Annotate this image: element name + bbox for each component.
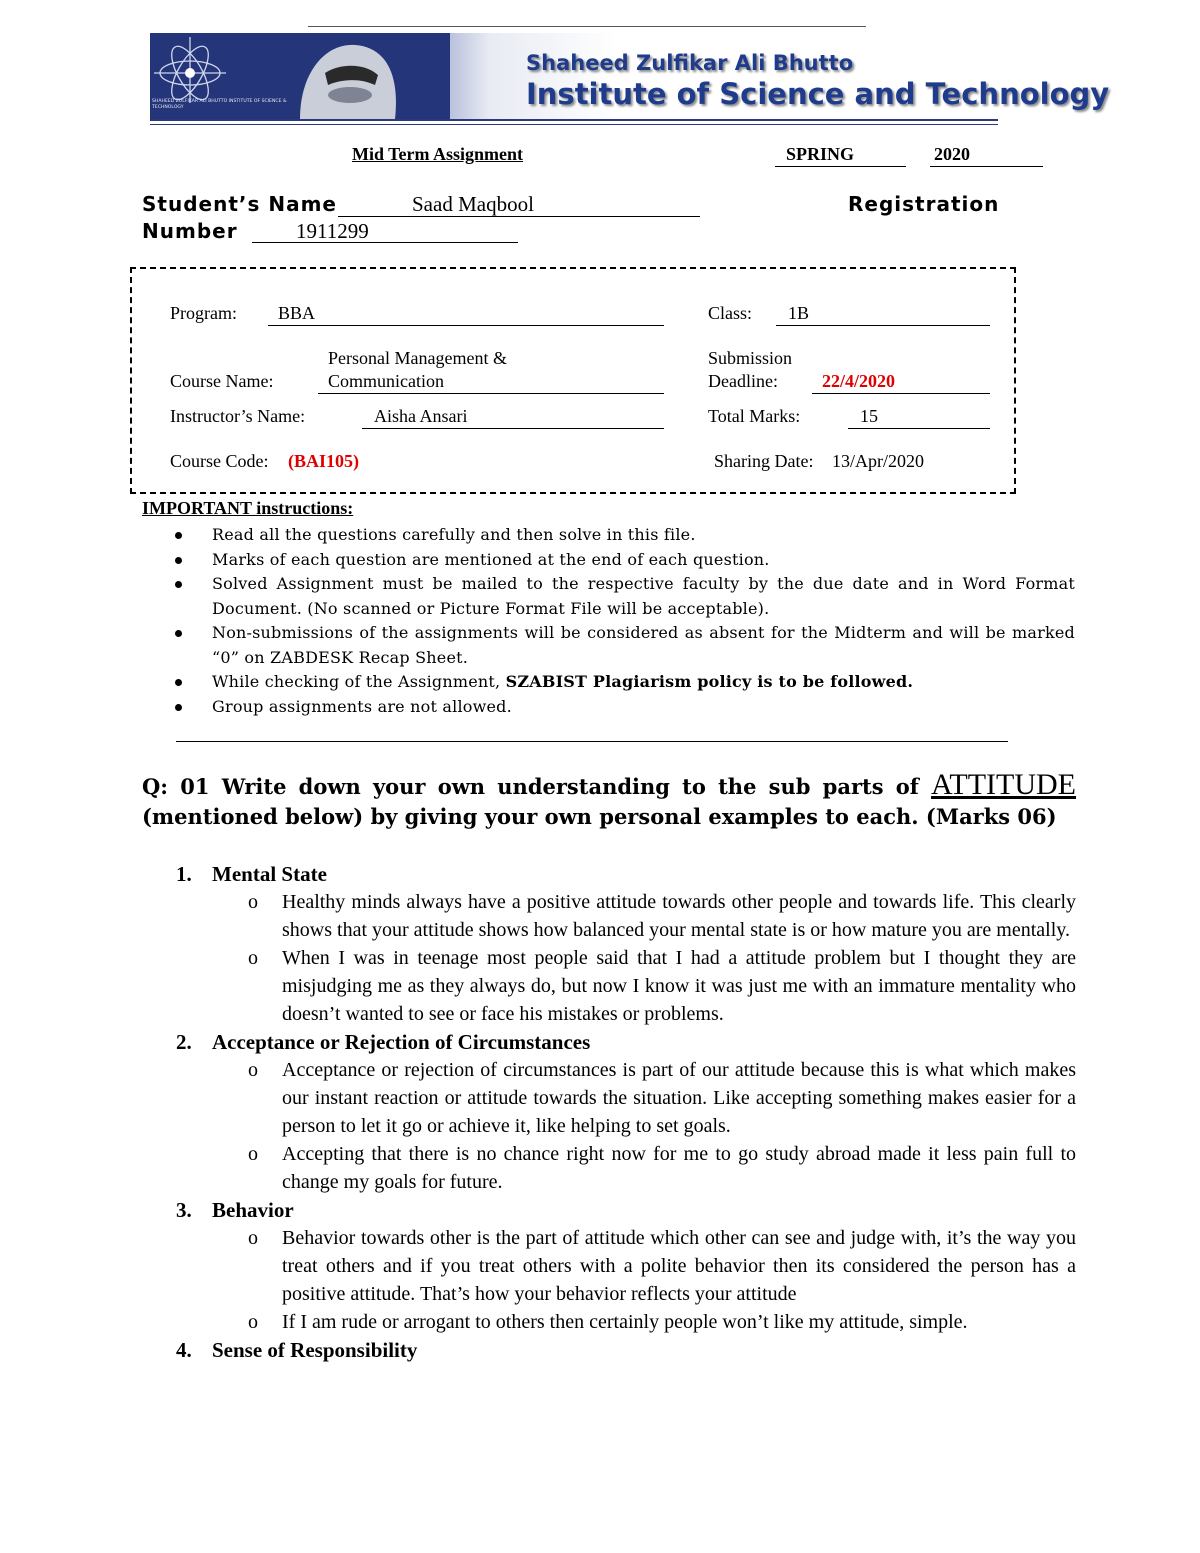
- instructions-end-rule: [176, 741, 1008, 742]
- course-name-line1[interactable]: Personal Management &: [328, 348, 507, 368]
- circle-bullet-icon: o: [248, 1227, 258, 1249]
- semester-underline: [775, 166, 906, 167]
- institute-banner: [150, 33, 1110, 121]
- section-number: 4.: [176, 1338, 192, 1362]
- section-heading: [176, 1028, 1076, 1056]
- header-bottom-rule: [150, 124, 998, 125]
- sharing-date-label: Sharing Date:: [714, 451, 814, 471]
- registration-number-field[interactable]: 1911299: [296, 219, 369, 243]
- assignment-title: Mid Term Assignment: [352, 144, 524, 164]
- course-code-label: Course Code:: [170, 451, 269, 471]
- answer-point: [248, 888, 1076, 944]
- class-label: Class:: [708, 303, 753, 323]
- class-field[interactable]: 1B: [788, 303, 810, 323]
- year-underline: [930, 166, 1043, 167]
- course-name-line2[interactable]: Communication: [328, 371, 444, 391]
- circle-bullet-icon: o: [248, 1059, 258, 1081]
- instructions-heading: IMPORTANT instructions:: [142, 498, 354, 518]
- instruction-item: Group assignments are not allowed.: [170, 695, 1075, 720]
- total-marks-underline: [848, 428, 990, 429]
- deadline-label: Deadline:: [708, 371, 778, 391]
- section-points: [176, 1224, 1076, 1336]
- instructor-underline: [362, 428, 664, 429]
- registration-number-underline: [252, 242, 518, 243]
- section-title: Mental State: [212, 862, 327, 886]
- answer-text[interactable]: When I was in teenage most people said that I had a attitude problem but I thought they are misjudging me as they always do, but now I know it was just me with an immature mentality who doesn’t wanted to see or face his mistakes or problems.: [282, 947, 1076, 1025]
- deadline-field[interactable]: 22/4/2020: [822, 371, 896, 391]
- section-points: [176, 888, 1076, 1028]
- section-title: Acceptance or Rejection of Circumstances: [212, 1030, 591, 1054]
- program-underline: [268, 325, 664, 326]
- circle-bullet-icon: o: [248, 891, 258, 913]
- registration-label: Registration: [848, 192, 1000, 216]
- question-prefix: Q: 01 Write down your own understanding to the sub parts of: [142, 774, 919, 799]
- header-top-rule: [308, 26, 866, 27]
- instruction-text: While checking of the Assignment,: [212, 672, 501, 691]
- section-heading: [176, 1196, 1076, 1224]
- year: 2020: [934, 144, 970, 164]
- semester: SPRING: [786, 144, 855, 164]
- section-title: Sense of Responsibility: [212, 1338, 418, 1362]
- section-number: 3.: [176, 1198, 192, 1222]
- answer-text[interactable]: Healthy minds always have a positive attitude towards other people and towards life. This clearly shows that your attitude shows how balanced your mental state is or how mature you are mentally.: [282, 891, 1076, 941]
- logo-caption: SHAHEED ZULFIKAR ALI BHUTTO INSTITUTE OF SCIENCE & TECHNOLOGY: [152, 99, 287, 110]
- instructor-label: Instructor’s Name:: [170, 406, 306, 426]
- instruction-item: Non-submissions of the assignments will be considered as absent for the Midterm and will be marked “0” on ZABDESK Recap Sheet.: [170, 621, 1075, 670]
- instruction-item: [170, 670, 1075, 695]
- student-name-field[interactable]: Saad Maqbool: [412, 192, 534, 216]
- submission-label: Submission: [708, 348, 793, 368]
- section-title: Behavior: [212, 1198, 294, 1222]
- answer-text[interactable]: Behavior towards other is the part of attitude which other can see and judge with, it’s the way you treat others and if you treat others with a polite behavior then its considered the person has a positive attitude. That’s how your behavior reflects your attitude: [282, 1227, 1076, 1305]
- institute-name-line2: Institute of Science and Technology: [526, 77, 1110, 111]
- answer-point: [248, 944, 1076, 1028]
- answer-point: [248, 1224, 1076, 1308]
- circle-bullet-icon: o: [248, 1143, 258, 1165]
- question-suffix: (mentioned below) by giving your own personal examples to each. (Marks 06): [142, 804, 1057, 829]
- instructions-list: [170, 523, 1075, 719]
- answer-point: [248, 1056, 1076, 1140]
- instruction-item: Marks of each question are mentioned at the end of each question.: [170, 548, 1075, 573]
- deadline-underline: [812, 393, 990, 394]
- number-label: Number: [142, 219, 238, 243]
- total-marks-field[interactable]: 15: [860, 406, 878, 426]
- program-field[interactable]: BBA: [278, 303, 316, 323]
- section-heading: [176, 860, 1076, 888]
- answer-point: [248, 1308, 1076, 1336]
- sharing-date-field: 13/Apr/2020: [832, 451, 924, 471]
- question-1: [142, 770, 1076, 832]
- answer-point: [248, 1140, 1076, 1196]
- student-name-label: Student’s Name: [142, 192, 337, 216]
- section-heading: [176, 1336, 1076, 1364]
- answer-text[interactable]: If I am rude or arrogant to others then certainly people won’t like my attitude, simple.: [282, 1311, 968, 1333]
- instruction-item: Read all the questions carefully and then solve in this file.: [170, 523, 1075, 548]
- course-code-field[interactable]: (BAI105): [288, 451, 359, 471]
- plagiarism-policy: SZABIST Plagiarism policy is to be followed.: [505, 672, 914, 691]
- answer-sections: [176, 860, 1076, 1364]
- course-info-box: [130, 267, 1016, 494]
- answer-text[interactable]: Acceptance or rejection of circumstances is part of our attitude because this is what which makes our instant reaction or attitude towards the situation. Like accepting something makes easier for a person to let it go or achieve it, like helping to set goals.: [282, 1059, 1076, 1137]
- course-name-label: Course Name:: [170, 371, 274, 391]
- instructor-field[interactable]: Aisha Ansari: [374, 406, 468, 426]
- class-underline: [776, 325, 990, 326]
- course-name-underline: [318, 393, 664, 394]
- section-points: [176, 1056, 1076, 1196]
- section-number: 2.: [176, 1030, 192, 1054]
- circle-bullet-icon: o: [248, 947, 258, 969]
- answer-text[interactable]: Accepting that there is no chance right now for me to go study abroad made it less pain full to change my goals for future.: [282, 1143, 1076, 1193]
- circle-bullet-icon: o: [248, 1311, 258, 1333]
- institute-name-line1: Shaheed Zulfikar Ali Bhutto: [526, 51, 854, 75]
- section-number: 1.: [176, 862, 192, 886]
- program-label: Program:: [170, 303, 237, 323]
- instruction-item: Solved Assignment must be mailed to the respective faculty by the due date and in Word Format Document. (No scanned or Picture Format File will be acceptable).: [170, 572, 1075, 621]
- question-keyword: ATTITUDE: [931, 768, 1077, 801]
- total-marks-label: Total Marks:: [708, 406, 801, 426]
